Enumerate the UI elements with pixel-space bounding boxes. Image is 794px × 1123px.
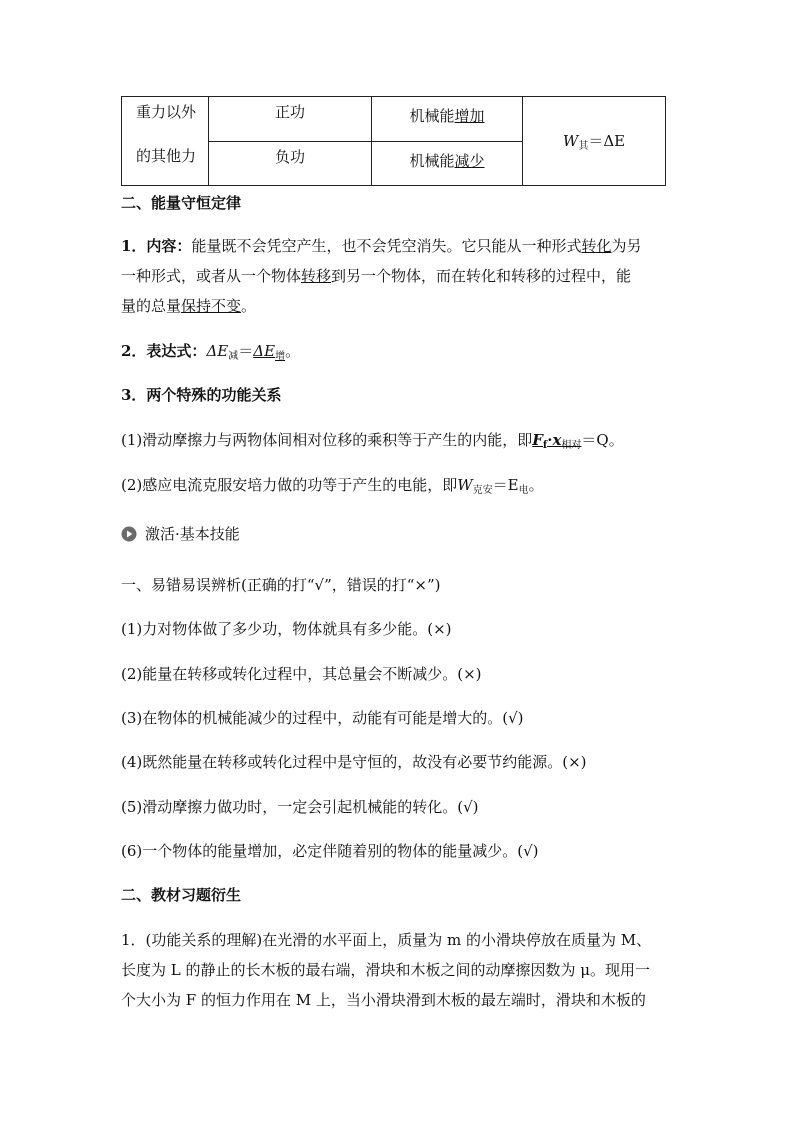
energy-increase-prefix: 机械能 — [409, 107, 455, 125]
positive-work-text: 正功 — [274, 103, 305, 121]
negative-work-text: 负功 — [274, 147, 305, 166]
friction-relation-line — [121, 429, 624, 451]
content-key-transfer: 转移 — [301, 267, 332, 285]
expression-line — [121, 340, 300, 362]
expression-label: 2．表达式： — [121, 342, 207, 360]
content-line3-b: 。 — [241, 297, 257, 315]
induction-W-sub: 克安 — [472, 485, 493, 496]
content-line2-b: 到另一个物体，而在转化和转移的过程中，能 — [331, 267, 632, 285]
question1-line2: 长度为 L 的静止的长木板的最右端，滑块和木板之间的动摩擦因数为 μ。现用一 — [121, 961, 651, 979]
formula-rest: ＝ΔE — [588, 132, 626, 150]
formula-W: W — [562, 132, 579, 150]
play-circle-icon — [121, 526, 137, 542]
friction-text: (1)滑动摩擦力与两物体间相对位移的乘积等于产生的内能，即 — [121, 431, 533, 449]
induction-text: (2)感应电流克服安培力做的功等于产生的电能，即 — [121, 476, 458, 494]
judgement-item: (4)既然能量在转移或转化过程中是守恒的，故没有必要节约能源。(×) — [121, 753, 587, 771]
content-key-transform: 转化 — [581, 237, 612, 255]
formula-sub: 其 — [578, 141, 589, 152]
induction-W: W — [457, 476, 473, 494]
expression-end: 。 — [285, 342, 301, 360]
part1-heading: 一、易错易误辨析(正确的打“√”，错误的打“×”) — [121, 576, 441, 594]
energy-decrease-prefix: 机械能 — [409, 151, 455, 170]
judgement-item: (3)在物体的机械能减少的过程中，动能有可能是增大的。(√) — [121, 709, 524, 727]
induction-E-sub: 电 — [518, 485, 529, 496]
friction-end: ＝Q。 — [581, 431, 624, 449]
row-label-cell — [122, 97, 209, 186]
content-text-a: 能量既不会凭空产生，也不会凭空消失。它只能从一种形式 — [191, 237, 582, 255]
judgement-item: (1)力对物体做了多少功，物体就具有多少能。(×) — [121, 620, 452, 638]
section-heading-conservation: 二、能量守恒定律 — [121, 194, 242, 212]
question1-line3: 个大小为 F 的恒力作用在 M 上，当小滑块滑到木板的最左端时，滑块和木板的 — [121, 991, 646, 1009]
friction-dot: · — [547, 431, 553, 449]
energy-decrease-cell — [372, 141, 523, 186]
content-line-2 — [121, 265, 631, 286]
special-relations-heading: 3．两个特殊的功能关系 — [121, 386, 282, 404]
induction-eq: ＝E — [492, 476, 519, 494]
expression-dE-dec: ΔE — [206, 342, 229, 360]
friction-f-sub: f — [542, 440, 548, 451]
expression-dE-inc: ΔE — [253, 342, 276, 360]
content-text-b: 为另 — [611, 237, 642, 255]
content-line3-a: 量的总量 — [121, 297, 182, 315]
activate-title: 激活·基本技能 — [145, 525, 240, 543]
row-label-line1: 重力以外 — [136, 103, 197, 121]
induction-relation-line — [121, 474, 544, 496]
row-label-line2: 的其他力 — [136, 147, 197, 165]
part2-heading: 二、教材习题衍生 — [121, 886, 242, 904]
content-line2-a: 一种形式，或者从一个物体 — [121, 267, 302, 285]
judgement-item: (6)一个物体的能量增加，必定伴随着别的物体的能量减少。(√) — [121, 842, 539, 860]
judgement-item: (5)滑动摩擦力做功时，一定会引起机械能的转化。(√) — [121, 798, 479, 816]
expression-sub-inc: 增 — [275, 351, 286, 362]
judgement-item: (2)能量在转移或转化过程中，其总量会不断减少。(×) — [121, 665, 482, 683]
energy-increase-cell — [372, 97, 523, 142]
expression-sub-dec: 减 — [228, 351, 239, 362]
content-line-3 — [121, 295, 256, 316]
content-label: 1．内容： — [121, 237, 192, 255]
negative-work-cell — [209, 141, 372, 186]
friction-x: x — [552, 431, 562, 449]
content-line-1 — [121, 235, 641, 256]
energy-increase-key: 增加 — [454, 107, 485, 125]
question1-line1: 1．(功能关系的理解)在光滑的水平面上，质量为 m 的小滑块停放在质量为 M、 — [121, 931, 652, 949]
work-energy-table — [121, 96, 666, 186]
energy-decrease-key: 减少 — [454, 151, 485, 170]
expression-eq: ＝ — [238, 342, 254, 360]
positive-work-cell — [209, 97, 372, 142]
friction-x-sub: 相对 — [561, 440, 582, 451]
friction-F: F — [532, 431, 543, 449]
content-key-conserved: 保持不变 — [181, 297, 242, 315]
induction-end: 。 — [528, 476, 544, 494]
formula-cell — [523, 97, 666, 186]
activate-section-header — [121, 523, 240, 544]
